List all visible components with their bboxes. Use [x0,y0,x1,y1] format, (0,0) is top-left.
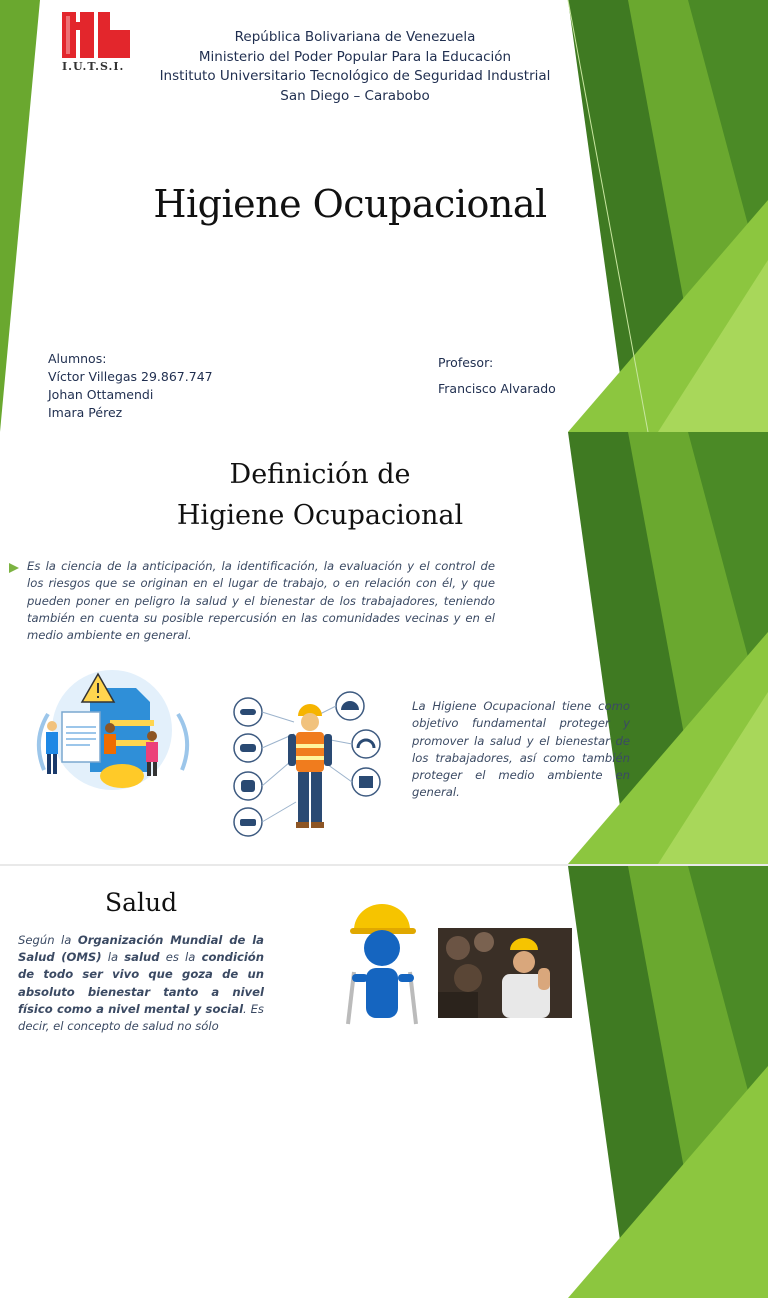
title-line: Higiene Ocupacional [176,500,464,531]
institution-line: Ministerio del Poder Popular Para la Educación [198,48,512,65]
definition-title [110,454,530,536]
text-run: . Es decir, el concepto de salud no sólo [18,1001,264,1034]
slide-salud [0,866,768,1034]
injured-worker-photo [438,928,572,1018]
objective-text: La Higiene Ocupacional tiene como objetivo fundamental proteger y promover la salud y el bienestar de los trabajadores, así como también proteger el medio ambiente en general. [412,699,630,800]
definition-text: Es la ciencia de la anticipación, la identificación, la evaluación y el control de los riesgos que se originan en el lugar de trabajo, o en relación con él, y que pueden poner en peligro la salud y el bienestar de los trabajadores, teniendo también en cuenta su posible repercusión en las comunidades vecinas y en el medio ambiente en general. [27,559,495,643]
professor-block [438,350,556,402]
professor-label: Profesor: [438,355,494,370]
student-name: Imara Pérez [48,405,123,420]
text-run: es la [159,950,202,965]
institution-line: Instituto Universitario Tecnológico de Seguridad Industrial [159,68,551,84]
title-line: Definición de [229,459,411,490]
logo-label: I.U.T.S.I. [62,60,125,73]
left-green-sliver [0,0,40,432]
text-run-bold: salud [124,950,160,965]
institution-header [120,28,590,106]
professor-name: Francisco Alvarado [438,381,556,396]
green-decoration [568,866,768,1298]
text-run-bold: condición de todo ser vivo que goza de un absoluto bienestar tanto a nivel físico como a nivel mental y social [18,950,265,1016]
slide-title [0,0,768,432]
salud-text [18,932,264,1035]
student-name: Johan Ottamendi [48,387,154,402]
text-run-bold: Organización Mundial de la Salud (OMS) [18,933,265,965]
students-block [48,350,213,422]
student-name: Víctor Villegas 29.867.747 [48,369,213,384]
ppe-worker-illustration [228,682,386,842]
safety-regulations-illustration [14,660,210,786]
institution-line: San Diego – Carabobo [280,87,430,104]
presentation-title: Higiene Ocupacional [153,182,547,226]
salud-title: Salud [105,888,178,917]
blue-worker-crutches-image [340,888,426,1024]
institution-line: República Bolivariana de Venezuela [234,29,476,45]
bullet-arrow-icon [8,562,20,574]
slide-definition [0,432,768,864]
text-run: Según la [18,933,78,947]
text-run: la [101,950,125,965]
students-label: Alumnos: [48,351,107,366]
